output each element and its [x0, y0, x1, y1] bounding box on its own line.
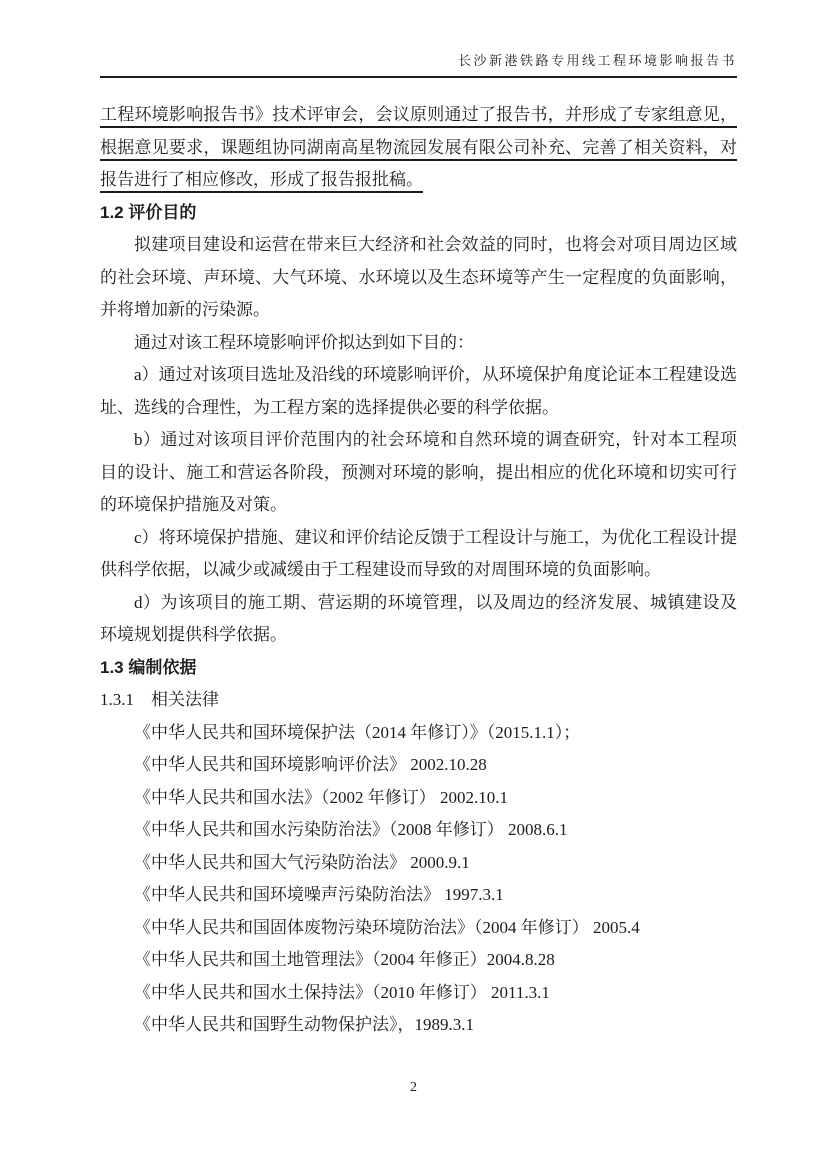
paragraph-purpose-c: c）将环境保护措施、建议和评价结论反馈于工程设计与施工，为优化工程设计提供科学依据，以减少或减缓由于工程建设而导致的对周围环境的负面影响。 — [100, 527, 737, 579]
paragraph-purpose-intro: 拟建项目建设和运营在带来巨大经济和社会效益的同时，也将会对项目周边区域的社会环境、声环境、大气环境、水环境以及生态环境等产生一定程度的负面影响，并将增加新的污染源。 — [100, 235, 737, 319]
law-item: 《中华人民共和国环境保护法（2014 年修订）》（2015.1.1）； — [134, 722, 581, 742]
subsection-heading-1-3-1: 1.3.1 相关法律 — [100, 690, 219, 709]
page-number: 2 — [410, 1080, 417, 1095]
law-item: 《中华人民共和国水污染防治法》（2008 年修订） 2008.6.1 — [134, 820, 568, 839]
page-content — [100, 99, 737, 1042]
law-item: 《中华人民共和国水法》（2002 年修订） 2002.10.1 — [134, 787, 508, 807]
paragraph-purpose-d: d）为该项目的施工期、营运期的环境管理，以及周边的经济发展、城镇建设及环境规划提供科学依据。 — [100, 592, 737, 644]
law-item: 《中华人民共和国大气污染防治法》 2000.9.1 — [134, 852, 470, 872]
paragraph-review-conclusion: 工程环境影响报告书》技术评审会，会议原则通过了报告书，并形成了专家组意见，根据意见要求，课题组协同湖南高星物流园发展有限公司补充、完善了相关资料，对报告进行了相应修改，形成了报告报批稿。 — [100, 105, 737, 189]
paragraph-purpose-b: b）通过对该项目评价范围内的社会环境和自然环境的调查研究，针对本工程项目的设计、施工和营运各阶段，预测对环境的影响，提出相应的优化环境和切实可行的环境保护措施及对策。 — [100, 430, 737, 514]
paragraph-purpose-a: a）通过对该项目选址及沿线的环境影响评价，从环境保护角度论证本工程建设选址、选线的合理性，为工程方案的选择提供必要的科学依据。 — [100, 365, 737, 417]
section-heading-1-3: 1.3 编制依据 — [100, 657, 197, 677]
law-item: 《中华人民共和国水土保持法》（2010 年修订） 2011.3.1 — [134, 982, 550, 1002]
section-heading-1-2: 1.2 评价目的 — [100, 202, 197, 222]
page-header — [100, 0, 737, 78]
law-item: 《中华人民共和国环境影响评价法》 2002.10.28 — [134, 755, 487, 774]
header-title: 长沙新港铁路专用线工程环境影响报告书 — [100, 50, 737, 78]
law-item: 《中华人民共和国固体废物污染环境防治法》（2004 年修订） 2005.4 — [134, 917, 640, 937]
law-item: 《中华人民共和国环境噪声污染防治法》 1997.3.1 — [134, 885, 504, 904]
law-item: 《中华人民共和国土地管理法》（2004 年修正）2004.8.28 — [134, 950, 555, 969]
law-item: 《中华人民共和国野生动物保护法》，1989.3.1 — [134, 1015, 474, 1034]
paragraph-purpose-lead: 通过对该工程环境影响评价拟达到如下目的： — [134, 332, 474, 352]
